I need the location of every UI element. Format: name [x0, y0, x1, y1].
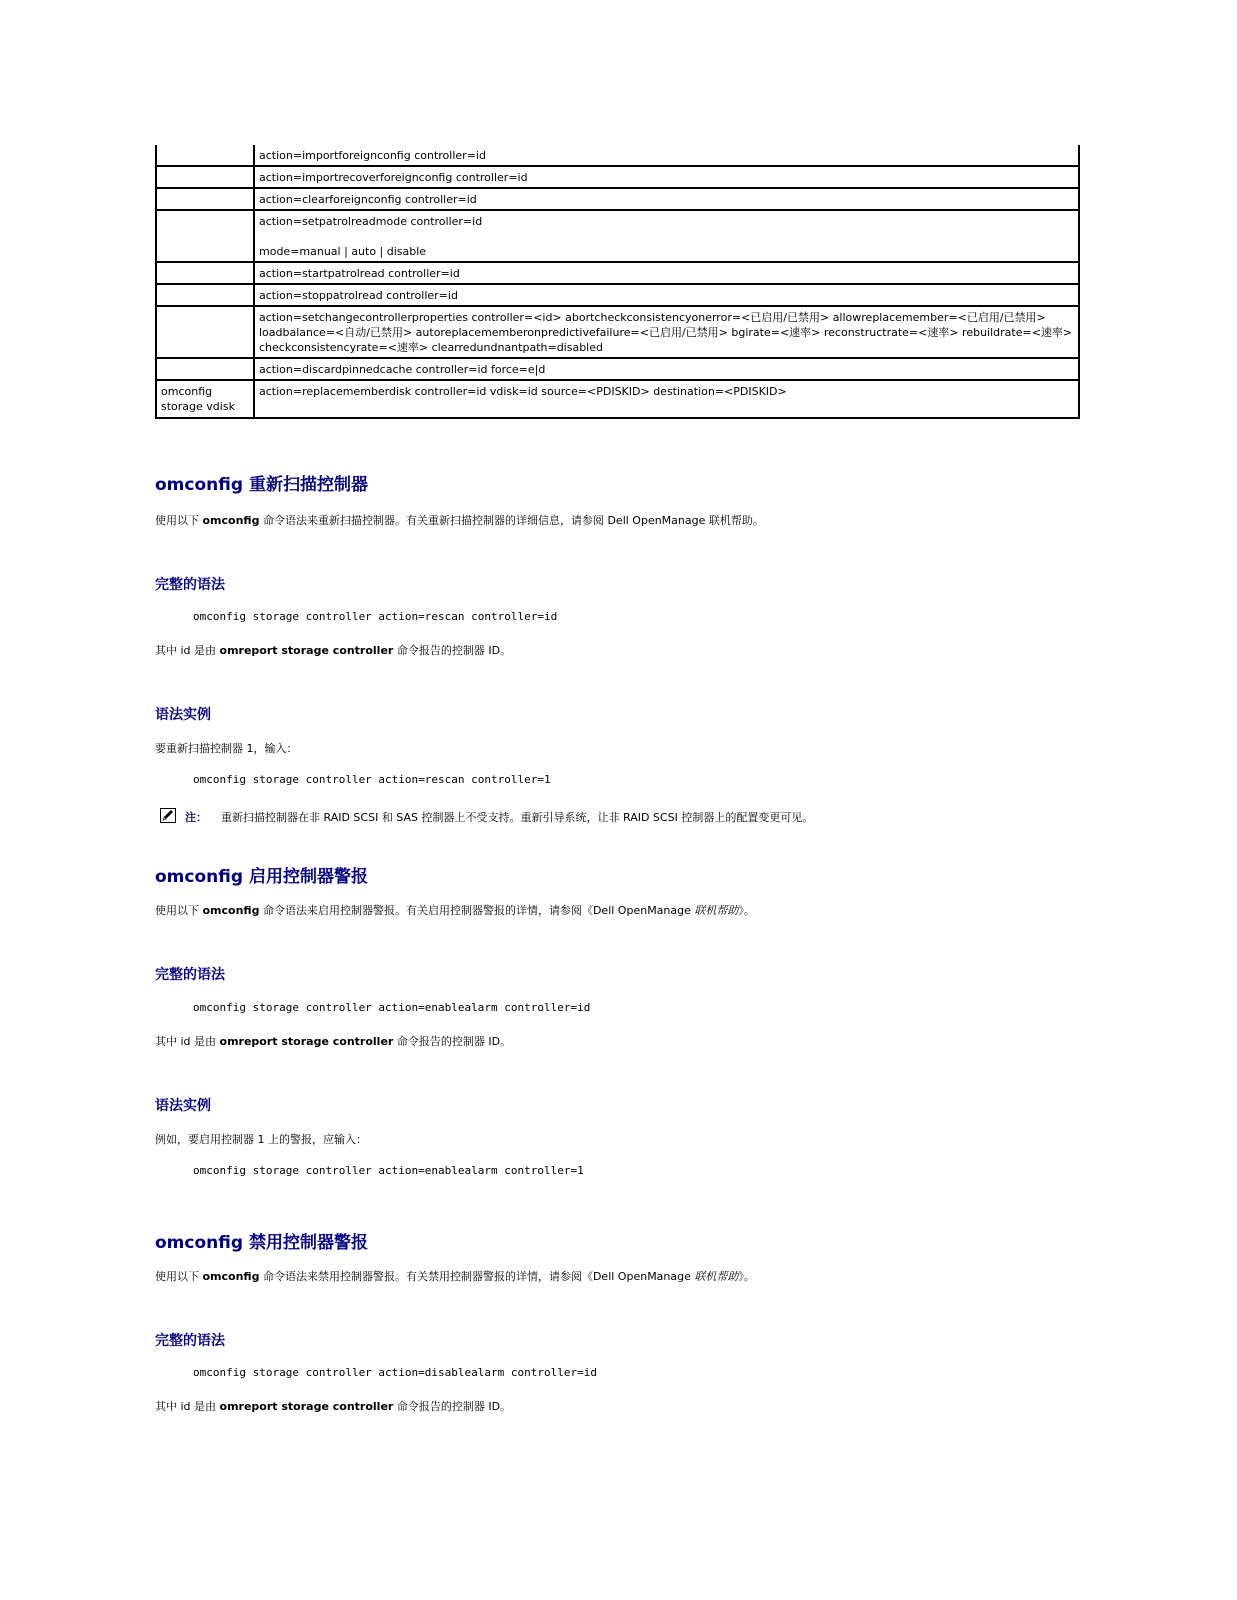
rescan-syntax-code: omconfig storage controller action=rescan controller=id — [193, 610, 558, 623]
disable-alarm-syntax-code: omconfig storage controller action=disablealarm controller=id — [193, 1366, 597, 1379]
table-row — [156, 145, 1079, 166]
enable-alarm-intro: 使用以下 omconfig 命令语法来启用控制器警报。有关启用控制器警报的详情，请参阅《Dell OpenManage 联机帮助》。 — [155, 904, 755, 917]
section-title-rescan: omconfig 重新扫描控制器 — [155, 475, 368, 495]
table-cell-action: action=discardpinnedcache controller=id force=e|d — [254, 358, 1079, 380]
table-cell-action: action=setchangecontrollerproperties controller=<id> abortcheckconsistencyonerror=<已启用/已禁用> allowreplacemember=<已启用/已禁用> loadbalance=<自动/已禁用> autoreplacememberonpredictivefailure=<已启用/已禁用> bgirate=<速率> reconstructrate=<速率> rebuildrate=<速率> checkconsistencyrate=<速率> clearredundnantpath=disabled — [254, 306, 1079, 358]
table-cell-command: omconfig storage vdisk — [156, 380, 254, 418]
enable-alarm-syntax-code: omconfig storage controller action=enablealarm controller=id — [193, 1001, 591, 1014]
disable-alarm-intro: 使用以下 omconfig 命令语法来禁用控制器警报。有关禁用控制器警报的详情，请参阅《Dell OpenManage 联机帮助》。 — [155, 1270, 755, 1283]
enable-alarm-example-intro: 例如，要启用控制器 1 上的警报，应输入： — [155, 1133, 367, 1146]
table-cell-command — [156, 358, 254, 380]
rescan-example-code: omconfig storage controller action=rescan controller=1 — [193, 773, 551, 786]
command-table-container — [155, 145, 1080, 419]
table-cell-command — [156, 284, 254, 306]
note-pencil-icon — [160, 808, 176, 823]
table-row — [156, 166, 1079, 188]
table-cell-command — [156, 188, 254, 210]
disable-alarm-syntax-heading: 完整的语法 — [155, 1333, 225, 1349]
table-cell-command — [156, 210, 254, 262]
enable-alarm-example-heading: 语法实例 — [155, 1098, 211, 1114]
table-row — [156, 210, 1079, 262]
rescan-where-text: 其中 id 是由 omreport storage controller 命令报告的控制器 ID。 — [155, 644, 512, 657]
table-row — [156, 306, 1079, 358]
table-cell-command — [156, 166, 254, 188]
table-row — [156, 188, 1079, 210]
table-cell-action: action=importforeignconfig controller=id — [254, 145, 1079, 166]
table-cell-command — [156, 145, 254, 166]
enable-alarm-syntax-heading: 完整的语法 — [155, 967, 225, 983]
table-row — [156, 284, 1079, 306]
table-row — [156, 358, 1079, 380]
rescan-intro: 使用以下 omconfig 命令语法来重新扫描控制器。有关重新扫描控制器的详细信息，请参阅 Dell OpenManage 联机帮助。 — [155, 514, 764, 527]
table-cell-action: action=clearforeignconfig controller=id — [254, 188, 1079, 210]
section-title-disable-alarm: omconfig 禁用控制器警报 — [155, 1233, 368, 1253]
table-row — [156, 262, 1079, 284]
command-table — [155, 145, 1080, 419]
enable-alarm-where-text: 其中 id 是由 omreport storage controller 命令报告的控制器 ID。 — [155, 1035, 512, 1048]
disable-alarm-where-text: 其中 id 是由 omreport storage controller 命令报告的控制器 ID。 — [155, 1400, 512, 1413]
table-cell-action: action=startpatrolread controller=id — [254, 262, 1079, 284]
note-label: 注： — [185, 811, 207, 824]
section-title-enable-alarm: omconfig 启用控制器警报 — [155, 867, 368, 887]
table-cell-command — [156, 306, 254, 358]
action-line: action=setpatrolreadmode controller=id — [259, 215, 483, 228]
enable-alarm-example-code: omconfig storage controller action=enablealarm controller=1 — [193, 1164, 584, 1177]
table-cell-action — [254, 210, 1079, 262]
rescan-note: 注： 重新扫描控制器在非 RAID SCSI 和 SAS 控制器上不受支持。重新引导系统，让非 RAID SCSI 控制器上的配置变更可见。 — [185, 811, 814, 824]
action-line-mode: mode=manual | auto | disable — [259, 245, 427, 258]
rescan-example-intro: 要重新扫描控制器 1，输入： — [155, 742, 298, 755]
table-cell-command — [156, 262, 254, 284]
table-cell-action: action=stoppatrolread controller=id — [254, 284, 1079, 306]
rescan-syntax-heading: 完整的语法 — [155, 577, 225, 593]
table-cell-action: action=importrecoverforeignconfig controller=id — [254, 166, 1079, 188]
rescan-example-heading: 语法实例 — [155, 707, 211, 723]
table-cell-action: action=replacememberdisk controller=id vdisk=id source=<PDISKID> destination=<PDISKID> — [254, 380, 1079, 418]
table-row — [156, 380, 1079, 418]
